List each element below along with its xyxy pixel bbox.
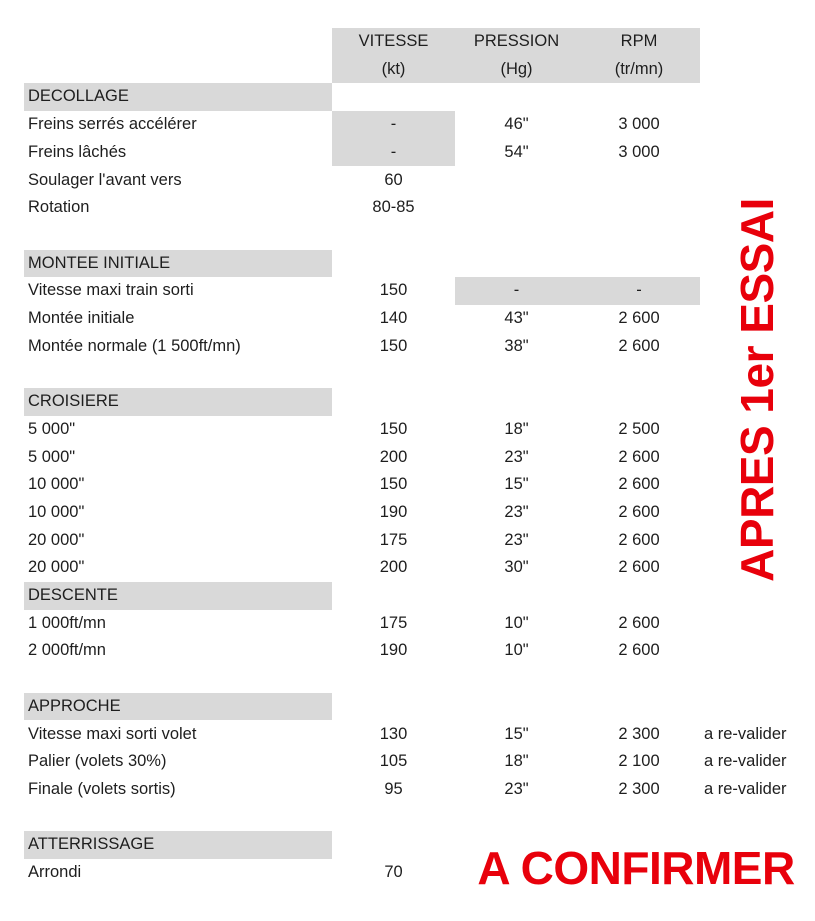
cell-label: Finale (volets sortis) xyxy=(28,779,176,798)
header-pression xyxy=(455,28,578,83)
cell-pression: 30" xyxy=(504,558,529,577)
cell-label: Freins lâchés xyxy=(28,142,127,161)
stamp-a-confirmer: A CONFIRMER xyxy=(477,842,795,894)
cell-label: 20 000" xyxy=(28,530,85,549)
table-row xyxy=(0,277,815,305)
cell-pression: 54" xyxy=(504,142,529,161)
cell-pression: 18" xyxy=(504,419,529,438)
cell-vitesse: 150 xyxy=(379,281,408,300)
cell-label: 1 000ft/mn xyxy=(28,613,106,632)
cell-note: a re-valider xyxy=(704,779,787,798)
cell-rpm: 2 500 xyxy=(618,419,660,438)
blank-row xyxy=(0,360,815,388)
cell-label: Palier (volets 30%) xyxy=(28,752,167,771)
section-header-row xyxy=(0,83,815,111)
cell-rpm: 2 600 xyxy=(618,447,660,466)
cell-label: Vitesse maxi sorti volet xyxy=(28,724,197,743)
header-vitesse xyxy=(332,28,455,83)
cell-label: 2 000ft/mn xyxy=(28,641,106,660)
cell-rpm: 2 600 xyxy=(618,558,660,577)
cell-pression: 23" xyxy=(504,779,529,798)
cell-pression: 23" xyxy=(504,530,529,549)
cell-vitesse: 95 xyxy=(384,779,403,798)
section-label: MONTEE INITIALE xyxy=(24,250,332,278)
header-vitesse-unit: (kt) xyxy=(381,59,406,78)
table-row xyxy=(0,305,815,333)
table-row xyxy=(0,416,815,444)
table-row xyxy=(0,748,815,776)
cell-label: 20 000" xyxy=(28,558,85,577)
cell-vitesse: 140 xyxy=(379,309,408,327)
table-row xyxy=(0,111,815,139)
cell-pression: 15" xyxy=(504,475,529,494)
cell-pression: 23" xyxy=(504,447,529,466)
cell-vitesse: 80-85 xyxy=(372,198,415,217)
cell-rpm: 2 300 xyxy=(618,779,660,798)
header-vitesse-title: VITESSE xyxy=(358,32,429,50)
header-pression-unit: (Hg) xyxy=(500,59,533,78)
cell-pression: 10" xyxy=(504,641,529,660)
section-header-row xyxy=(0,582,815,610)
cell-rpm: 2 600 xyxy=(618,475,660,494)
table-row xyxy=(0,471,815,499)
cell-vitesse: 175 xyxy=(379,613,408,632)
cell-vitesse: 200 xyxy=(379,447,408,466)
cell-note: a re-valider xyxy=(704,752,787,771)
section-header-row xyxy=(0,693,815,721)
blank-row xyxy=(0,665,815,693)
cell-vitesse: 190 xyxy=(379,641,408,660)
cell-label: Montée normale (1 500ft/mn) xyxy=(28,336,241,355)
cell-pression: 18" xyxy=(504,752,529,771)
cell-rpm: 2 600 xyxy=(618,336,660,355)
section-label: DECOLLAGE xyxy=(24,83,332,111)
section-header-row xyxy=(0,250,815,278)
cell-label: 5 000" xyxy=(28,419,76,438)
cell-vitesse: - xyxy=(332,111,455,139)
cell-vitesse: 150 xyxy=(379,419,408,438)
cell-label: Soulager l'avant vers xyxy=(28,170,182,189)
blank-row xyxy=(0,804,815,832)
cell-label: Freins serrés accélérer xyxy=(28,115,197,134)
table-row xyxy=(0,194,815,222)
cell-vitesse: 70 xyxy=(384,863,403,881)
cell-label: Montée initiale xyxy=(28,309,135,327)
cell-rpm: 3 000 xyxy=(618,142,660,161)
cell-vitesse: 150 xyxy=(379,336,408,355)
section-label: DESCENTE xyxy=(24,582,332,610)
cell-rpm: - xyxy=(578,277,700,305)
cell-rpm: 2 600 xyxy=(618,502,660,521)
table-row xyxy=(0,499,815,527)
cell-pression: 10" xyxy=(504,613,529,632)
stamp-apres-1er-essai: APRES 1er ESSAI xyxy=(731,198,783,582)
table-row xyxy=(0,721,815,749)
cell-pression: 43" xyxy=(504,309,529,327)
cell-label: 10 000" xyxy=(28,502,85,521)
table-row xyxy=(0,139,815,167)
cell-rpm: 2 100 xyxy=(618,752,660,771)
header-rpm xyxy=(578,28,700,83)
table-row xyxy=(0,527,815,555)
cell-vitesse: 130 xyxy=(379,724,408,743)
cell-pression: 46" xyxy=(504,115,529,134)
cell-vitesse: 105 xyxy=(379,752,408,771)
section-label: APPROCHE xyxy=(24,693,332,721)
cell-vitesse: 150 xyxy=(379,475,408,494)
table-row xyxy=(0,637,815,665)
cell-pression: 38" xyxy=(504,336,529,355)
cell-label: 5 000" xyxy=(28,447,76,466)
cell-label: Vitesse maxi train sorti xyxy=(28,281,194,300)
cell-label: Rotation xyxy=(28,198,90,217)
table-row xyxy=(0,610,815,638)
cell-vitesse: - xyxy=(332,139,455,167)
cell-rpm: 2 600 xyxy=(618,613,660,632)
table-row xyxy=(0,167,815,195)
cell-rpm: 3 000 xyxy=(618,115,660,134)
cell-vitesse: 190 xyxy=(379,502,408,521)
cell-pression: 15" xyxy=(504,724,529,743)
cell-rpm: 2 600 xyxy=(618,530,660,549)
cell-rpm: 2 300 xyxy=(618,724,660,743)
section-label: CROISIERE xyxy=(24,388,332,416)
cell-vitesse: 200 xyxy=(379,558,408,577)
cell-vitesse: 60 xyxy=(384,170,403,189)
section-label: ATTERRISSAGE xyxy=(24,831,332,859)
header-rpm-title: RPM xyxy=(620,32,658,50)
cell-vitesse: 175 xyxy=(379,530,408,549)
blank-row xyxy=(0,222,815,250)
cell-label: 10 000" xyxy=(28,475,85,494)
cell-pression: - xyxy=(455,277,578,305)
cell-rpm: 2 600 xyxy=(618,641,660,660)
cell-note: a re-valider xyxy=(704,724,787,743)
table-row xyxy=(0,776,815,804)
cell-label: Arrondi xyxy=(28,863,82,881)
header-rpm-unit: (tr/mn) xyxy=(614,59,664,78)
table-row xyxy=(0,444,815,472)
table-row xyxy=(0,333,815,361)
cell-pression: 23" xyxy=(504,502,529,521)
table-row xyxy=(0,554,815,582)
cell-rpm: 2 600 xyxy=(618,309,660,327)
header-pression-title: PRESSION xyxy=(473,32,560,50)
table-header xyxy=(332,28,700,83)
section-header-row xyxy=(0,388,815,416)
